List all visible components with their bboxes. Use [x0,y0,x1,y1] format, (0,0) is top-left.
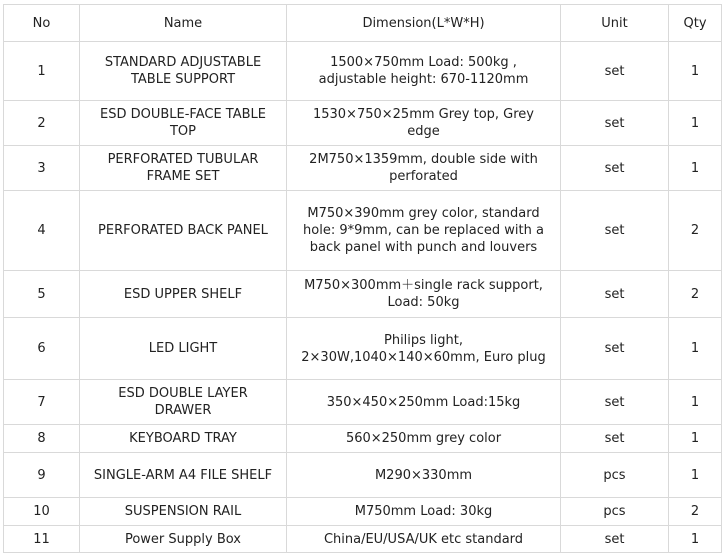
cell-dimension: M750×390mm grey color, standard hole: 9*9mm, can be replaced with a back panel with punch and louvers [287,191,561,271]
cell-unit: set [561,101,669,146]
cell-qty: 1 [669,425,722,453]
cell-dimension: 350×450×250mm Load:15kg [287,380,561,425]
cell-unit: set [561,42,669,101]
cell-name: KEYBOARD TRAY [80,425,287,453]
cell-qty: 1 [669,318,722,380]
header-unit: Unit [561,5,669,42]
cell-qty: 2 [669,191,722,271]
cell-unit: pcs [561,498,669,526]
cell-qty: 1 [669,101,722,146]
cell-no: 9 [4,453,80,498]
cell-name: LED LIGHT [80,318,287,380]
cell-no: 7 [4,380,80,425]
cell-no: 8 [4,425,80,453]
table-row [4,526,722,553]
specification-table [3,4,722,553]
cell-no: 4 [4,191,80,271]
cell-unit: set [561,318,669,380]
cell-dimension: 1500×750mm Load: 500kg , adjustable height: 670-1120mm [287,42,561,101]
table-row [4,318,722,380]
cell-no: 3 [4,146,80,191]
cell-dimension: 2M750×1359mm, double side with perforated [287,146,561,191]
cell-name: ESD DOUBLE LAYER DRAWER [80,380,287,425]
header-name: Name [80,5,287,42]
cell-no: 2 [4,101,80,146]
cell-qty: 1 [669,146,722,191]
cell-unit: set [561,146,669,191]
cell-name: PERFORATED TUBULAR FRAME SET [80,146,287,191]
cell-unit: set [561,526,669,553]
table-row [4,498,722,526]
cell-dimension: Philips light, 2×30W,1040×140×60mm, Euro plug [287,318,561,380]
cell-no: 5 [4,271,80,318]
cell-no: 11 [4,526,80,553]
cell-qty: 2 [669,498,722,526]
cell-qty: 1 [669,526,722,553]
table-row [4,271,722,318]
cell-unit: set [561,191,669,271]
table-row [4,42,722,101]
cell-name: ESD DOUBLE-FACE TABLE TOP [80,101,287,146]
cell-dimension: 560×250mm grey color [287,425,561,453]
cell-qty: 2 [669,271,722,318]
cell-dimension: M750×300mm＋single rack support, Load: 50kg [287,271,561,318]
cell-qty: 1 [669,380,722,425]
cell-dimension: 1530×750×25mm Grey top, Grey edge [287,101,561,146]
cell-name: ESD UPPER SHELF [80,271,287,318]
cell-dimension: China/EU/USA/UK etc standard [287,526,561,553]
header-dimension: Dimension(L*W*H) [287,5,561,42]
cell-no: 10 [4,498,80,526]
table-header-row [4,5,722,42]
cell-name: PERFORATED BACK PANEL [80,191,287,271]
header-no: No [4,5,80,42]
cell-unit: set [561,380,669,425]
cell-dimension: M750mm Load: 30kg [287,498,561,526]
table-row [4,101,722,146]
cell-name: SINGLE-ARM A4 FILE SHELF [80,453,287,498]
cell-unit: pcs [561,453,669,498]
cell-dimension: M290×330mm [287,453,561,498]
cell-qty: 1 [669,453,722,498]
header-qty: Qty [669,5,722,42]
cell-no: 6 [4,318,80,380]
table-row [4,425,722,453]
cell-unit: set [561,425,669,453]
cell-unit: set [561,271,669,318]
table-row [4,380,722,425]
table-row [4,146,722,191]
cell-name: STANDARD ADJUSTABLE TABLE SUPPORT [80,42,287,101]
table-row [4,453,722,498]
cell-name: Power Supply Box [80,526,287,553]
cell-no: 1 [4,42,80,101]
table-row [4,191,722,271]
cell-qty: 1 [669,42,722,101]
cell-name: SUSPENSION RAIL [80,498,287,526]
